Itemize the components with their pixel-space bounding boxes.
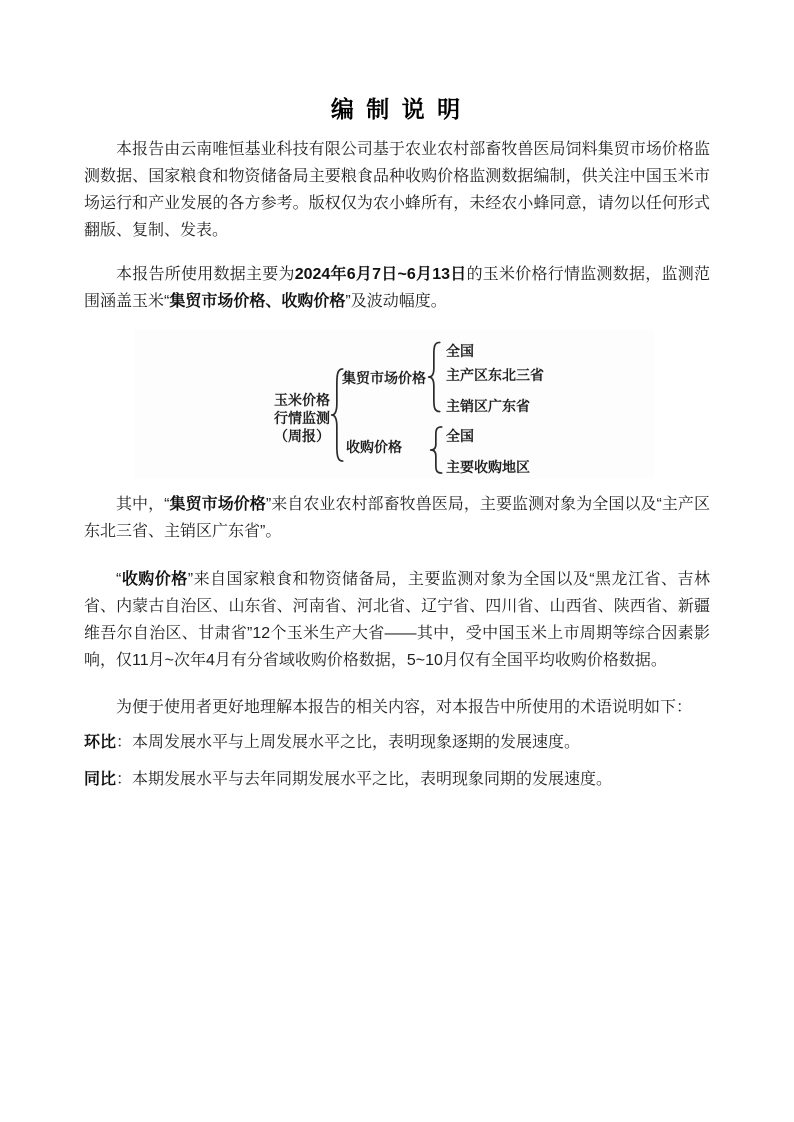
diagram-leaf-purchase-national: 全国: [446, 428, 474, 444]
page-title: 编 制 说 明: [330, 96, 464, 122]
diagram-root-line-3: （周报）: [274, 428, 330, 444]
monitoring-scope-diagram: [134, 329, 654, 479]
market-price-curly-brace-icon: [428, 341, 441, 413]
term-week-over-week: 环比：本周发展水平与上周发展水平之比，表明现象逐期的发展速度。: [84, 734, 581, 751]
diagram-branch-purchase-price-label: 收购价格: [346, 439, 402, 455]
diagram-leaf-market-northeast: 主产区东北三省: [446, 367, 544, 383]
purchase-price-curly-brace-icon: [430, 426, 443, 474]
paragraph-intro: 本报告由云南唯恒基业科技有限公司基于农业农村部畜牧兽医局饲料集贸市场价格监测数据、国家粮食和物资储备局主要粮食品种收购价格监测数据编制，供关注中国玉米市场运行和产业发展的各方参考。版权仅为农小蜂所有，未经农小蜂同意，请勿以任何形式翻版、复制、发表。: [84, 141, 710, 239]
paragraph-terms-intro: 为便于使用者更好地理解本报告的相关内容，对本报告中所使用的术语说明如下：: [116, 699, 693, 716]
diagram-branch-market-price-label: 集贸市场价格: [342, 370, 426, 386]
diagram-leaf-market-guangdong: 主销区广东省: [446, 398, 530, 414]
diagram-root-line-2: 行情监测: [274, 410, 330, 426]
diagram-root-line-1: 玉米价格: [274, 392, 330, 408]
paragraph-market-price-note: 其中，“集贸市场价格”来自农业农村部畜牧兽医局，主要监测对象为全国以及“主产区东北三省、主销区广东省”。: [84, 496, 710, 540]
paragraph-purchase-price-note: “收购价格”来自国家粮食和物资储备局，主要监测对象为全国以及“黑龙江省、吉林省、内蒙古自治区、山东省、河南省、河北省、辽宁省、四川省、山西省、陕西省、新疆维吾尔自治区、甘肃省”12个玉米生产大省——其中，受中国玉米上市周期等综合因素影响，仅11月~次年4月有分省域收购价格数据，5~10月仅有全国平均收购价格数据。: [84, 571, 710, 669]
diagram-leaf-market-national: 全国: [446, 343, 474, 359]
diagram-leaf-purchase-main-regions: 主要收购地区: [446, 459, 530, 475]
term-year-over-year: 同比：本期发展水平与去年同期发展水平之比，表明现象同期的发展速度。: [84, 771, 613, 788]
paragraph-data-scope: 本报告所使用数据主要为2024年6月7日~6月13日的玉米价格行情监测数据，监测范围涵盖玉米“集贸市场价格、收购价格”及波动幅度。: [84, 266, 710, 310]
